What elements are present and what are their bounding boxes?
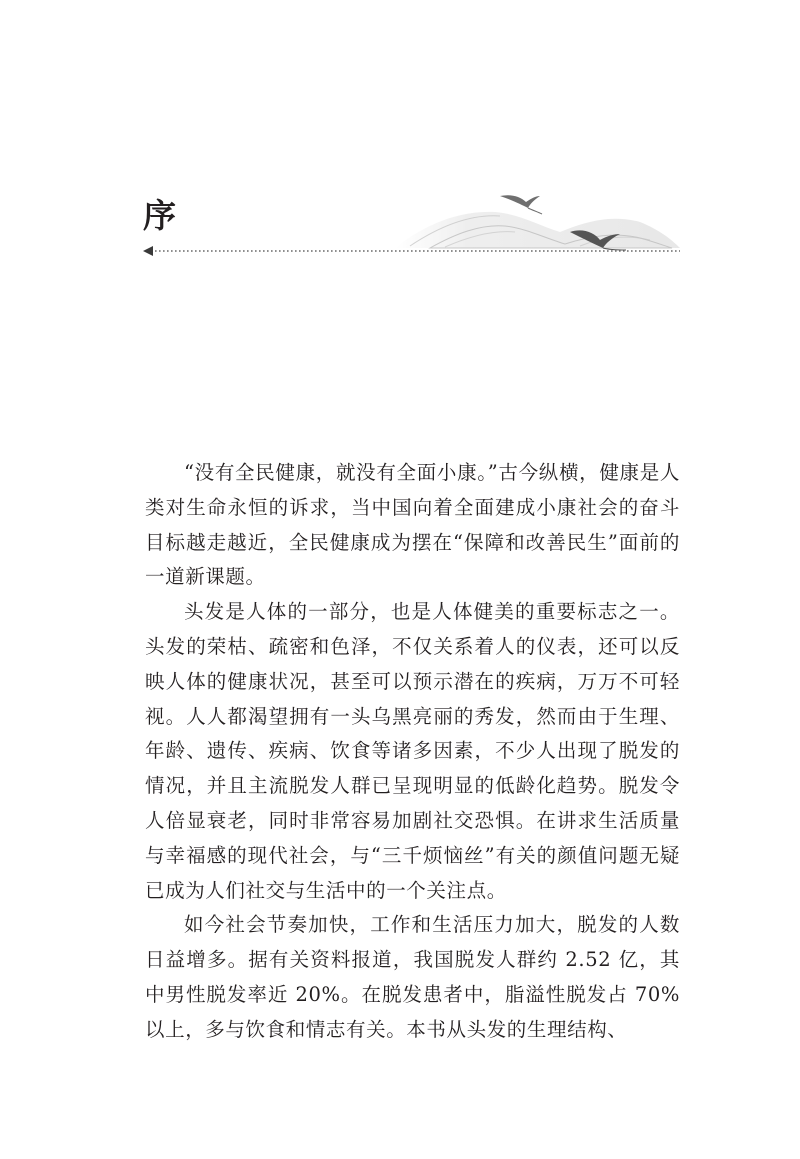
hills-illustration xyxy=(395,212,680,248)
body-text xyxy=(145,456,680,1048)
ink-wash-decoration xyxy=(0,0,800,280)
chapter-heading xyxy=(0,0,800,280)
bird-icon xyxy=(500,195,542,214)
paragraph: 如今社会节奏加快，工作和生活压力加大，脱发的人数日益增多。据有关资料报道，我国脱发人群约 2.52 亿，其中男性脱发率近 20%。在脱发患者中，脂溢性脱发占 70% 以上，多与饮食和情志有关。本书从头发的生理结构、 xyxy=(145,913,680,1041)
chapter-title: 序 xyxy=(143,196,176,235)
paragraph: “没有全民健康，就没有全面小康。”古今纵横，健康是人类对生命永恒的诉求，当中国向着全面建成小康社会的奋斗目标越走越近，全民健康成为摆在“保障和改善民生”面前的一道新课题。 xyxy=(145,461,680,589)
paragraph: 头发是人体的一部分，也是人体健美的重要标志之一。头发的荣枯、疏密和色泽，不仅关系着人的仪表，还可以反映人体的健康状况，甚至可以预示潜在的疾病，万万不可轻视。人人都渴望拥有一头乌黑亮丽的秀发，然而由于生理、年龄、遗传、疾病、饮食等诸多因素，不少人出现了脱发的情况，并且主流脱发人群已呈现明显的低龄化趋势。脱发令人倍显衰老，同时非常容易加剧社交恐惧。在讲求生活质量与幸福感的现代社会，与“三千烦恼丝”有关的颜值问题无疑已成为人们社交与生活中的一个关注点。 xyxy=(145,600,680,902)
